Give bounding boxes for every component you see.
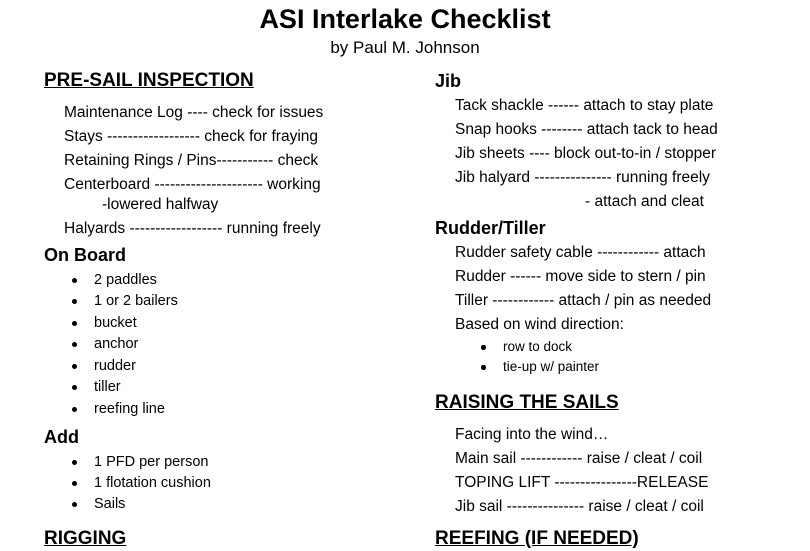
bullet-icon — [72, 502, 77, 507]
raising-line: Jib sail --------------- raise / cleat / coil — [455, 498, 704, 515]
bullet-icon — [481, 365, 486, 370]
rigging-heading: RIGGING — [44, 528, 127, 549]
presail-line: Stays ------------------ check for fraying — [64, 128, 319, 145]
bullet-icon — [72, 299, 77, 304]
jib-line: Jib sheets ---- block out-to-in / stopper — [455, 145, 717, 162]
presail-line: Halyards ------------------ running freely — [64, 220, 321, 237]
add-heading: Add — [44, 427, 79, 447]
jib-line: Tack shackle ------ attach to stay plate — [455, 97, 714, 114]
raising-heading: RAISING THE SAILS — [435, 392, 619, 413]
raising-line: Facing into the wind… — [455, 426, 609, 443]
presail-heading: PRE-SAIL INSPECTION — [44, 70, 254, 91]
bullet-icon — [72, 407, 77, 412]
jib-line: Jib halyard --------------- running freely — [455, 169, 710, 186]
jib-heading: Jib — [435, 71, 462, 91]
document-author: by Paul M. Johnson — [330, 38, 480, 57]
bullet-icon — [72, 460, 77, 465]
rudder-heading: Rudder/Tiller — [435, 218, 546, 238]
bullet-icon — [481, 345, 486, 350]
raising-line: Main sail ------------ raise / cleat / coil — [455, 450, 703, 467]
bullet-icon — [72, 342, 77, 347]
presail-line: Retaining Rings / Pins----------- check — [64, 152, 319, 169]
presail-line: Centerboard --------------------- working — [64, 176, 321, 193]
bullet-icon — [72, 385, 77, 390]
bullet-icon — [72, 364, 77, 369]
onboard-heading: On Board — [44, 245, 127, 265]
rudder-line: Tiller ------------ attach / pin as needed — [455, 292, 712, 309]
presail-line: -lowered halfway — [102, 196, 219, 213]
rudder-line: Rudder ------ move side to stern / pin — [455, 268, 706, 285]
rudder-line: Based on wind direction: — [455, 316, 624, 333]
document-title: ASI Interlake Checklist — [259, 4, 551, 34]
jib-line: - attach and cleat — [585, 193, 704, 210]
bullet-icon — [72, 481, 77, 486]
jib-line: Snap hooks -------- attach tack to head — [455, 121, 718, 138]
bullet-icon — [72, 321, 77, 326]
rudder-line: Rudder safety cable ------------ attach — [455, 244, 706, 261]
raising-line: TOPING LIFT ----------------RELEASE — [455, 474, 709, 491]
reefing-heading: REEFING (IF NEEDED) — [435, 528, 639, 549]
bullet-icon — [72, 278, 77, 283]
presail-line: Maintenance Log ---- check for issues — [64, 104, 324, 121]
